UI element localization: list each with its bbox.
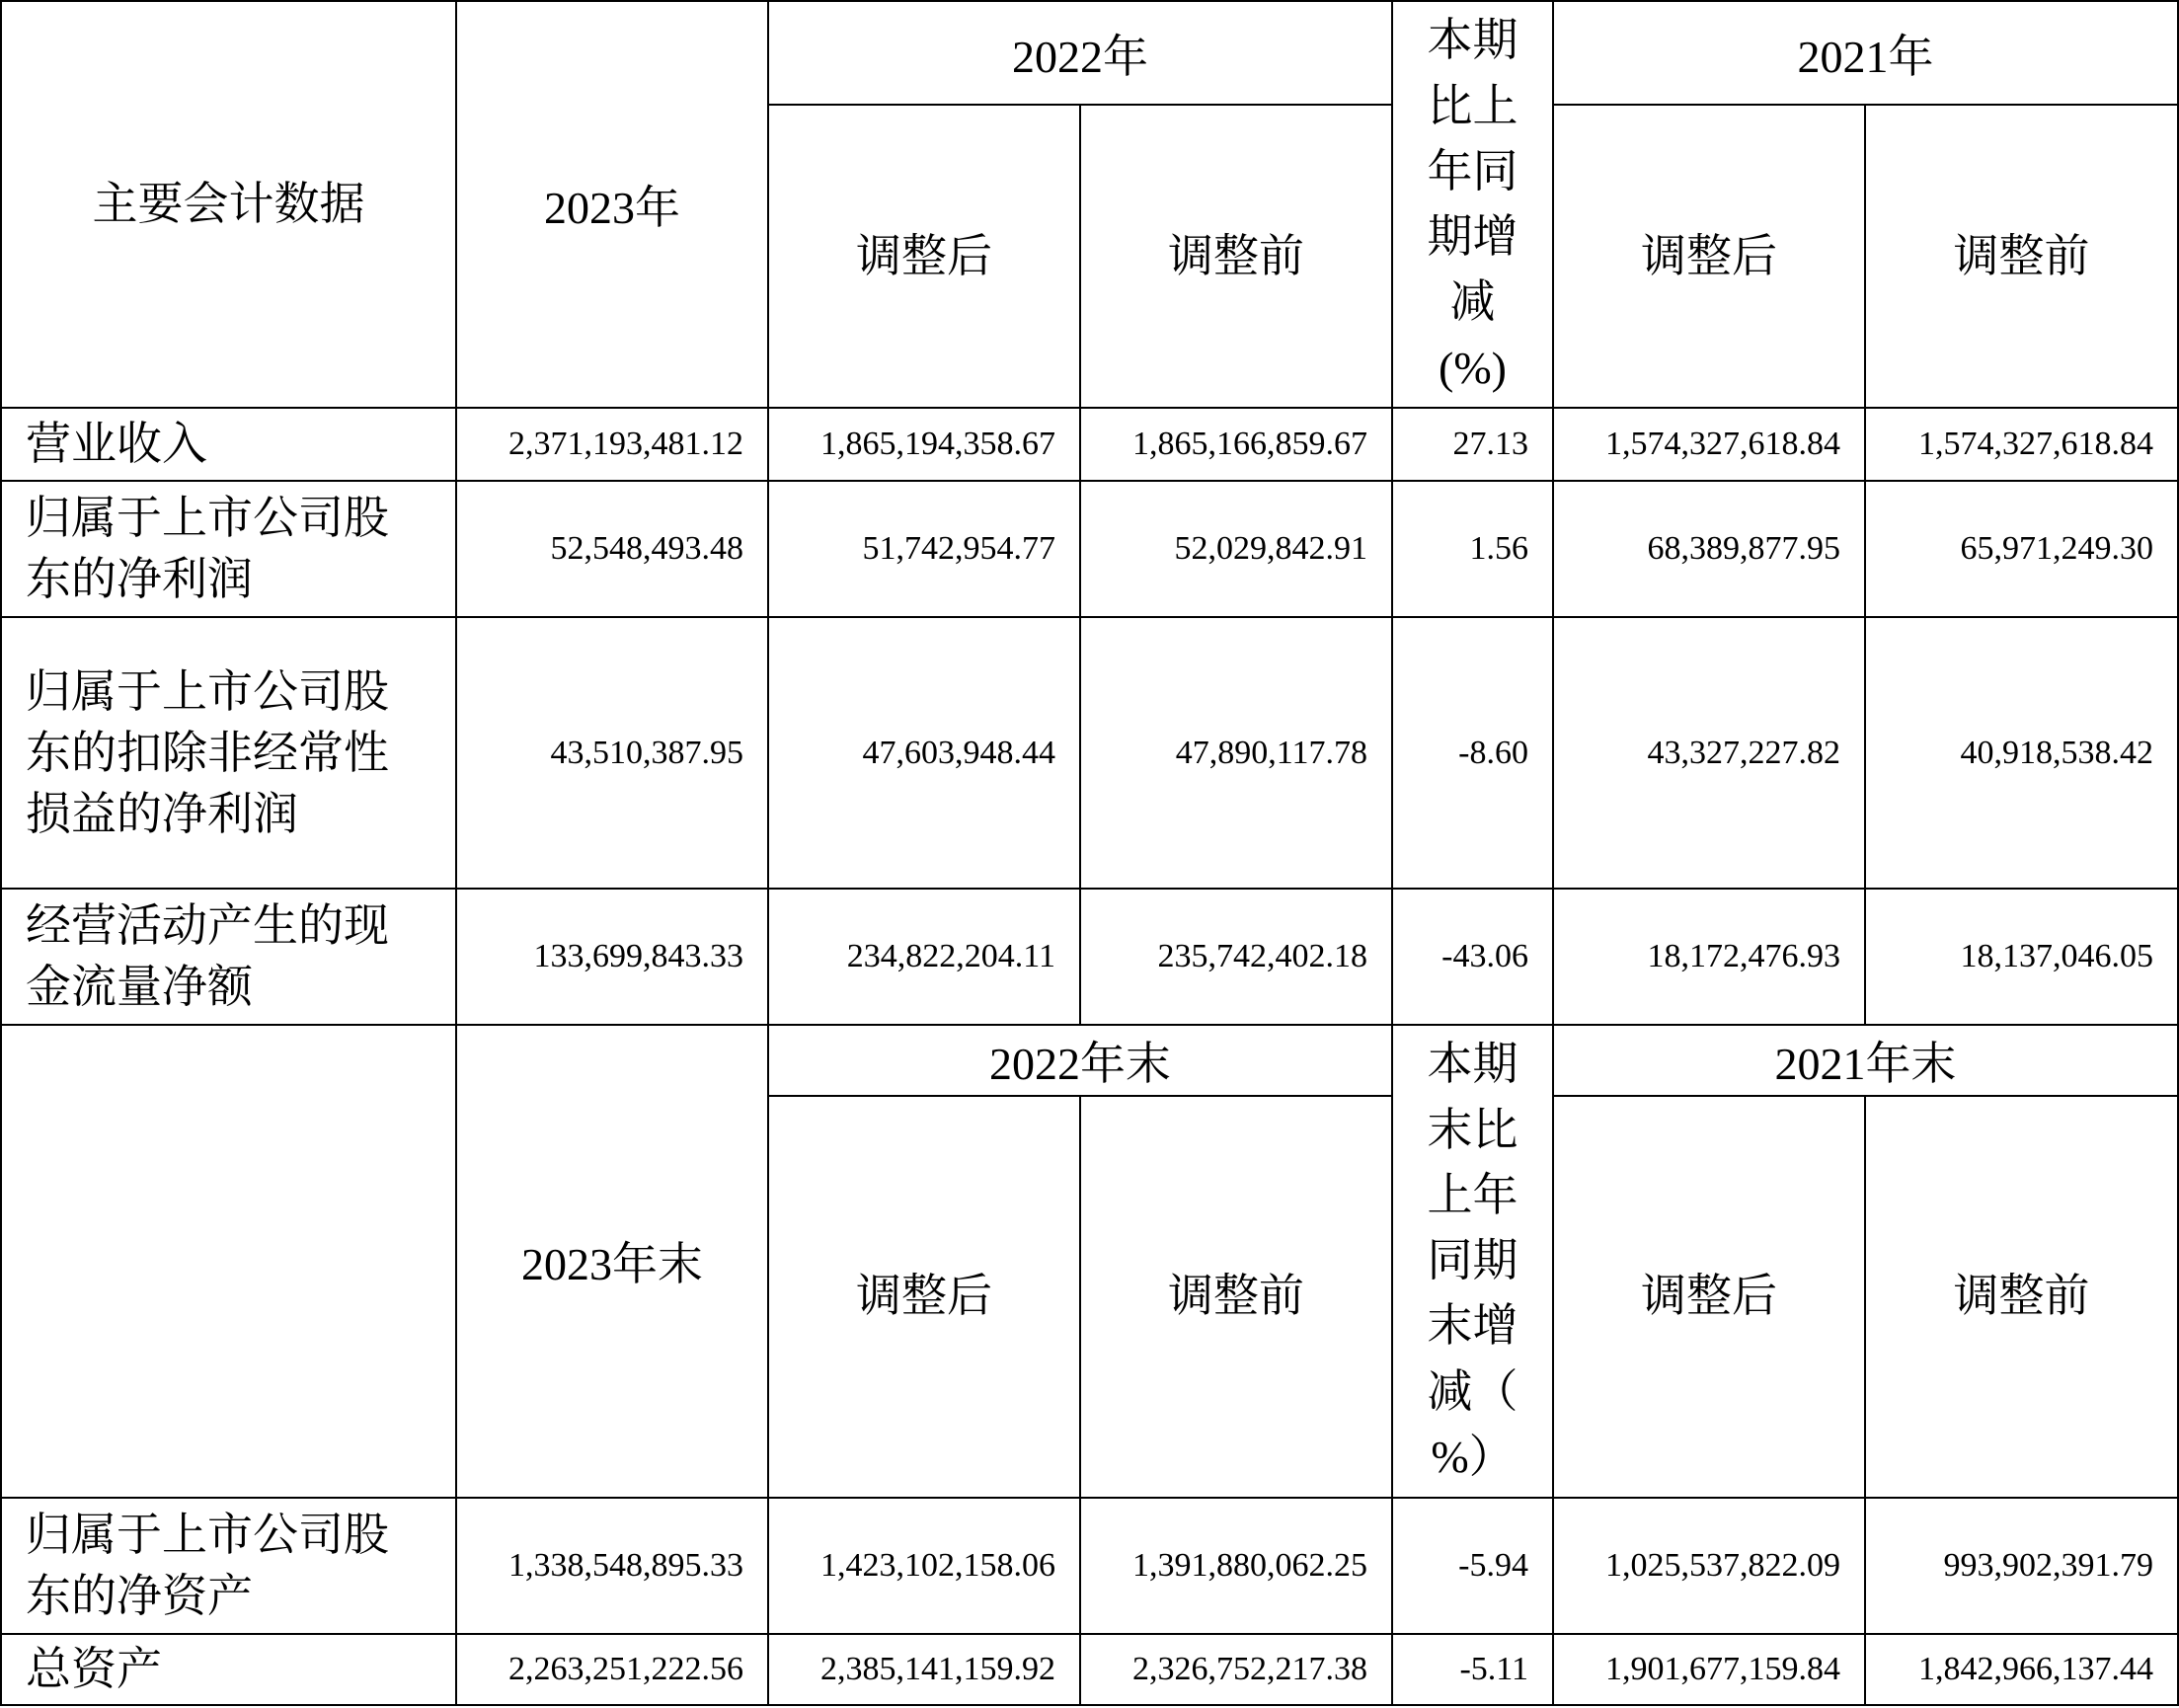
header-earlier-year: 2021年 [1553,1,2178,105]
cell-2021-after: 1,025,537,822.09 [1553,1498,1865,1634]
header-change-percent: 本期 比上 年同 期增 减 (%) [1392,1,1553,408]
row-label: 经营活动产生的现金流量净额 [1,889,456,1024]
header-current-year-end: 2023年末 [456,1025,768,1498]
table-row [1,889,2178,1024]
cell-2021-before: 18,137,046.05 [1865,889,2178,1024]
cell-change: -5.11 [1392,1634,1553,1705]
cell-2023: 43,510,387.95 [456,617,768,889]
cell-2022-after: 234,822,204.11 [768,889,1080,1024]
cell-change: -5.94 [1392,1498,1553,1634]
cell-2021-after: 18,172,476.93 [1553,889,1865,1024]
table-row [1,617,2178,889]
cell-2021-after: 43,327,227.82 [1553,617,1865,889]
row-label: 总资产 [1,1634,456,1705]
header-2022-adjusted-after: 调整后 [768,105,1080,408]
cell-2022-after: 51,742,954.77 [768,481,1080,617]
header-row-1 [1,1,2178,105]
cell-2021-before: 1,842,966,137.44 [1865,1634,2178,1705]
header-change-percent-end: 本期 末比 上年 同期 末增 减（ %） [1392,1025,1553,1498]
row-label: 归属于上市公司股东的扣除非经常性损益的净利润 [1,617,456,889]
header-earlier-year-end: 2021年末 [1553,1025,2178,1096]
header-prior-year-end: 2022年末 [768,1025,1392,1096]
cell-2023: 2,263,251,222.56 [456,1634,768,1705]
table-row [1,408,2178,481]
cell-2021-before: 993,902,391.79 [1865,1498,2178,1634]
header-2022-end-adjusted-before: 调整前 [1080,1096,1392,1498]
cell-change: -43.06 [1392,889,1553,1024]
cell-2021-after: 1,574,327,618.84 [1553,408,1865,481]
cell-2022-before: 1,865,166,859.67 [1080,408,1392,481]
header-2021-end-adjusted-before: 调整前 [1865,1096,2178,1498]
header-2021-adjusted-after: 调整后 [1553,105,1865,408]
cell-2021-before: 1,574,327,618.84 [1865,408,2178,481]
table-row [1,1634,2178,1705]
cell-2021-before: 65,971,249.30 [1865,481,2178,617]
header-prior-year: 2022年 [768,1,1392,105]
cell-2022-after: 2,385,141,159.92 [768,1634,1080,1705]
row-label: 归属于上市公司股东的净资产 [1,1498,456,1634]
cell-2022-before: 52,029,842.91 [1080,481,1392,617]
header-2021-end-adjusted-after: 调整后 [1553,1096,1865,1498]
header-blank [1,1025,456,1498]
cell-change: 1.56 [1392,481,1553,617]
cell-2021-after: 68,389,877.95 [1553,481,1865,617]
cell-2023: 2,371,193,481.12 [456,408,768,481]
table-row [1,481,2178,617]
cell-2022-after: 1,865,194,358.67 [768,408,1080,481]
cell-2022-before: 235,742,402.18 [1080,889,1392,1024]
cell-2022-after: 47,603,948.44 [768,617,1080,889]
row-label: 营业收入 [1,408,456,481]
cell-2022-before: 47,890,117.78 [1080,617,1392,889]
header-2021-adjusted-before: 调整前 [1865,105,2178,408]
cell-2022-after: 1,423,102,158.06 [768,1498,1080,1634]
cell-2021-before: 40,918,538.42 [1865,617,2178,889]
header-2022-end-adjusted-after: 调整后 [768,1096,1080,1498]
header-2022-adjusted-before: 调整前 [1080,105,1392,408]
header-title: 主要会计数据 [1,1,456,408]
cell-change: 27.13 [1392,408,1553,481]
cell-change: -8.60 [1392,617,1553,889]
header-row-3 [1,1025,2178,1096]
cell-2022-before: 1,391,880,062.25 [1080,1498,1392,1634]
row-label: 归属于上市公司股东的净利润 [1,481,456,617]
cell-2023: 133,699,843.33 [456,889,768,1024]
cell-2022-before: 2,326,752,217.38 [1080,1634,1392,1705]
table-row [1,1498,2178,1634]
header-current-year: 2023年 [456,1,768,408]
cell-2023: 1,338,548,895.33 [456,1498,768,1634]
cell-2021-after: 1,901,677,159.84 [1553,1634,1865,1705]
cell-2023: 52,548,493.48 [456,481,768,617]
